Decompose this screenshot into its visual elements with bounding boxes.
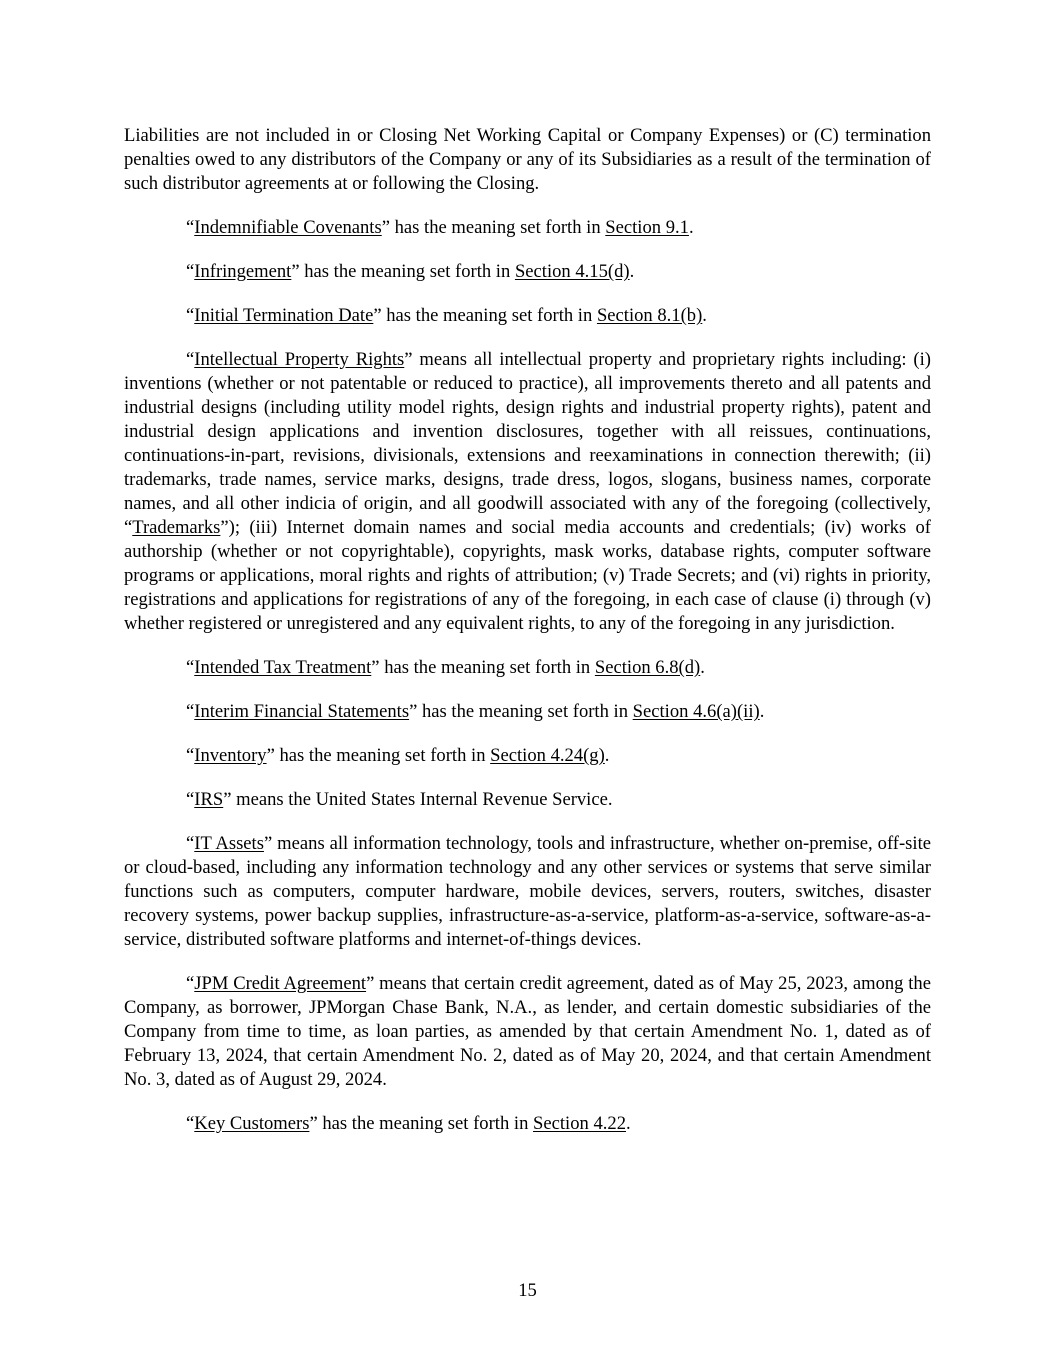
section-reference: Section 4.24(g) xyxy=(490,745,605,766)
definition-intended-tax-treatment: “Intended Tax Treatment” has the meaning set forth in Section 6.8(d). xyxy=(186,657,705,678)
defined-term: Interim Financial Statements xyxy=(194,701,410,722)
section-reference: Section 6.8(d) xyxy=(594,657,701,678)
defined-term: Key Customers xyxy=(194,1113,310,1134)
defined-term: IRS xyxy=(194,789,224,810)
definition-indemnifiable-covenants: “Indemnifiable Covenants” has the meaning set forth in Section 9.1. xyxy=(186,217,694,238)
defined-term: IT Assets xyxy=(194,833,264,854)
page-number: 15 xyxy=(518,1280,537,1301)
defined-term: Indemnifiable Covenants xyxy=(194,217,382,238)
defined-term: Intellectual Property Rights xyxy=(194,349,405,370)
defined-term: Inventory xyxy=(194,745,267,766)
definition-initial-termination-date: “Initial Termination Date” has the meaning set forth in Section 8.1(b). xyxy=(186,305,707,326)
opening-paragraph: Liabilities are not included in or Closing Net Working Capital or Company Expenses) or (C) termination penalties owed to any distributors of the Company or any of its Subsidiaries as a result of the termination of such distributor agreements at or following the Closing. xyxy=(124,125,931,194)
definition-key-customers: “Key Customers” has the meaning set forth in Section 4.22. xyxy=(186,1113,631,1134)
definition-intellectual-property-rights: “Intellectual Property Rights” means all intellectual property and proprietary rights including: (i) inventions (whether or not patentable or reduced to practice), all improvements thereto and all patents and industrial designs (including utility model rights, design rights and industrial property rights), patent and industrial design applications and invention disclosures, together with all reissues, continuations, continuations-in-part, revisions, divisionals, extensions and reexaminations in connection therewith; (ii) trademarks, trade names, service marks, designs, trade dress, logos, slogans, business names, corporate names, and all other indicia of origin, and all goodwill associated with any of the foregoing (collectively, “Trademarks”); (iii) Internet domain names and social media accounts and credentials; (iv) works of authorship (whether or not copyrightable), copyrights, mask works, database rights, computer software programs or applications, moral rights and rights of attribution; (v) Trade Secrets; and (vi) rights in priority, registrations and applications for registrations of any of the foregoing, in each case of clause (i) through (v) whether registered or unregistered and any equivalent rights, to any of the foregoing in any jurisdiction. xyxy=(124,349,931,634)
definition-interim-financial-statements: “Interim Financial Statements” has the meaning set forth in Section 4.6(a)(ii). xyxy=(186,701,765,722)
section-reference: Section 8.1(b) xyxy=(596,305,703,326)
section-reference: Section 4.22 xyxy=(533,1113,626,1134)
defined-term-inner: Trademarks xyxy=(132,517,221,538)
defined-term: JPM Credit Agreement xyxy=(194,973,367,994)
section-reference: Section 4.15(d) xyxy=(514,261,630,282)
defined-term: Infringement xyxy=(194,261,292,282)
defined-term: Initial Termination Date xyxy=(194,305,374,326)
section-reference: Section 4.6(a)(ii) xyxy=(632,701,760,722)
definition-jpm-credit-agreement: “JPM Credit Agreement” means that certain credit agreement, dated as of May 25, 2023, among the Company, as borrower, JPMorgan Chase Bank, N.A., as lender, and certain domestic subsidiaries of the Company from time to time, as loan parties, as amended by that certain Amendment No. 1, dated as of February 13, 2024, that certain Amendment No. 2, dated as of May 20, 2024, and that certain Amendment No. 3, dated as of August 29, 2024. xyxy=(124,973,931,1090)
definition-inventory: “Inventory” has the meaning set forth in Section 4.24(g). xyxy=(186,745,610,766)
definition-it-assets: “IT Assets” means all information technology, tools and infrastructure, whether on-premise, off-site or cloud-based, including any information technology and any other services or systems that serve similar functions such as computers, computer hardware, mobile devices, servers, routers, switches, disaster recovery systems, power backup supplies, infrastructure-as-a-service, platform-as-a-service, software-as-a-service, distributed software platforms and internet-of-things devices. xyxy=(124,833,932,950)
section-reference: Section 9.1 xyxy=(605,217,689,238)
defined-term: Intended Tax Treatment xyxy=(194,657,372,678)
definition-infringement: “Infringement” has the meaning set forth in Section 4.15(d). xyxy=(186,261,635,282)
definition-irs: “IRS” means the United States Internal Revenue Service. xyxy=(186,789,613,810)
document-page xyxy=(124,124,931,1156)
